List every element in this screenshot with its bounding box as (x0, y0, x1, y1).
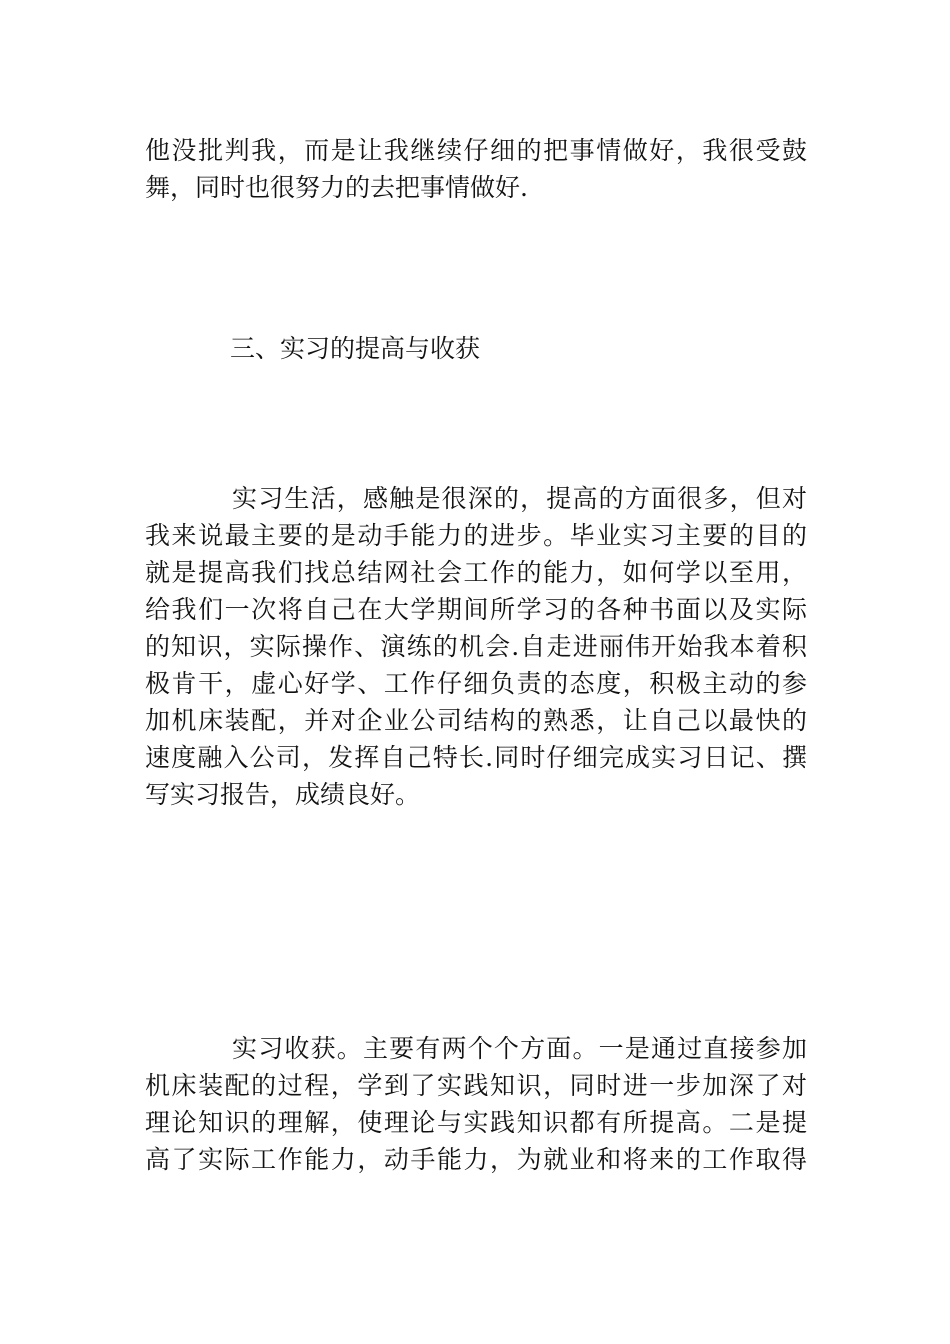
paragraph-line: 给我们一次将自己在大学期间所学习的各种书面以及实际 (145, 595, 807, 624)
paragraph-line: 就是提高我们找总结网社会工作的能力，如何学以至用， (145, 558, 807, 587)
paragraph-line: 极肯干，虚心好学、工作仔细负责的态度，积极主动的参 (145, 669, 807, 698)
paragraph-1 (145, 132, 807, 206)
paragraph-line: 的知识，实际操作、演练的机会.自走进丽伟开始我本着积 (145, 632, 807, 661)
paragraph-line: 加机床装配，并对企业公司结构的熟悉，让自己以最快的 (145, 706, 807, 735)
paragraph-line: 我来说最主要的是动手能力的进步。毕业实习主要的目的 (145, 521, 807, 550)
paragraph-line: 机床装配的过程，学到了实践知识，同时进一步加深了对 (145, 1071, 807, 1100)
paragraph-line: 实习收获。主要有两个个方面。一是通过直接参加 (232, 1034, 807, 1063)
paragraph-line: 舞，同时也很努力的去把事情做好. (145, 173, 528, 202)
paragraph-line: 写实习报告，成绩良好。 (145, 780, 421, 809)
paragraph-line: 实习生活，感触是很深的，提高的方面很多，但对 (232, 484, 807, 513)
paragraph-line: 速度融入公司，发挥自己特长.同时仔细完成实习日记、撰 (145, 743, 807, 772)
paragraph-line: 理论知识的理解，使理论与实践知识都有所提高。二是提 (145, 1108, 807, 1137)
paragraph-2 (145, 480, 807, 813)
section-heading: 三、实习的提高与收获 (230, 334, 481, 363)
paragraph-3 (145, 1030, 807, 1178)
paragraph-line: 高了实际工作能力，动手能力，为就业和将来的工作取得 (145, 1145, 807, 1174)
paragraph-line: 他没批判我，而是让我继续仔细的把事情做好，我很受鼓 (145, 136, 807, 165)
